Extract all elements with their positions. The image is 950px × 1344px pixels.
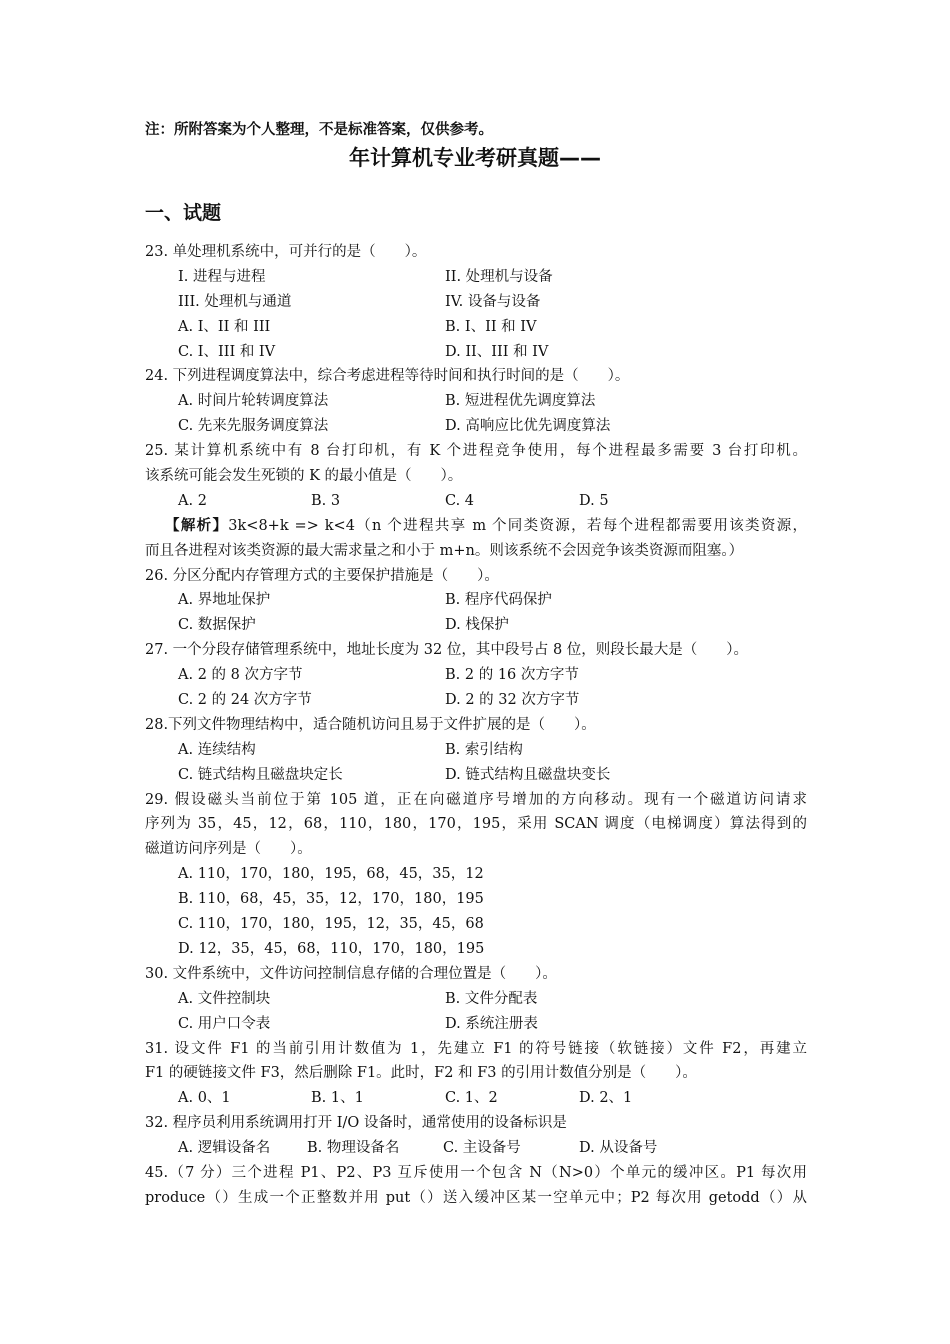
question-25-analysis-line2: 而且各进程对该类资源的最大需求量之和小于 m+n。则该系统不会因竞争该类资源而阻塞。）: [145, 542, 744, 559]
analysis-label: 【解析】: [165, 516, 229, 534]
option-a: A. 文件控制块: [178, 990, 271, 1007]
question-45-stem-line1: 45.（7 分）三个进程 P1、P2、P3 互斥使用一个包含 N（N>0）个单元的缓冲区。P1 每次用: [145, 1164, 807, 1181]
question-23-stem: 23. 单处理机系统中，可并行的是（ ）。: [145, 244, 427, 260]
item-iv: IV. 设备与设备: [445, 293, 541, 310]
question-29-option-c: C. 110，170，180，195，12，35，45，68: [178, 916, 484, 933]
question-28-options-row2: [145, 763, 807, 788]
question-29-option-a: A. 110，170，180，195，68，45，35，12: [178, 866, 484, 883]
question-25-stem-line1: 25. 某计算机系统中有 8 台打印机，有 K 个进程竞争使用，每个进程最多需要 3 台打印机。: [145, 443, 807, 460]
option-b: B. 物理设备名: [307, 1140, 400, 1157]
question-32-stem: 32. 程序员利用系统调用打开 I/O 设备时，通常使用的设备标识是: [145, 1115, 567, 1132]
option-a: A. 时间片轮转调度算法: [178, 393, 329, 410]
option-c: C. 数据保护: [178, 617, 256, 634]
option-d: D. 系统注册表: [445, 1015, 538, 1032]
question-30-stem: 30. 文件系统中，文件访问控制信息存储的合理位置是（ ）。: [145, 965, 557, 982]
question-26-options-row2: [145, 613, 807, 638]
question-24-stem: 24. 下列进程调度算法中，综合考虑进程等待时间和执行时间的是（ ）。: [145, 368, 630, 385]
option-b: B. 文件分配表: [445, 990, 538, 1007]
question-31-options: [145, 1086, 807, 1111]
question-29-stem-line2: 序列为 35，45，12，68，110，180，170，195，采用 SCAN 调度（电梯调度）算法得到的: [145, 816, 807, 833]
question-29-option-b: B. 110，68，45，35，12，170，180，195: [178, 891, 484, 908]
question-24-options-row1: [145, 389, 807, 414]
question-29-option-d: D. 12，35，45，68，110，170，180，195: [178, 940, 485, 957]
question-23-options-row2: [145, 340, 807, 365]
question-32-options: [145, 1136, 807, 1161]
option-d: D. 2、1: [579, 1090, 633, 1107]
option-d: D. 从设备号: [579, 1140, 658, 1157]
question-28-options-row1: [145, 738, 807, 763]
item-i: I. 进程与进程: [178, 268, 266, 285]
question-28-stem: 28.下列文件物理结构中，适合随机访问且易于文件扩展的是（ ）。: [145, 716, 596, 733]
section-heading: 一、试题: [145, 202, 222, 224]
question-27-options-row2: [145, 688, 807, 713]
question-23-items-row2: [145, 290, 807, 315]
question-25-analysis-line1: [145, 514, 807, 539]
option-b: B. 1、1: [311, 1090, 364, 1107]
option-d: D. 链式结构且磁盘块变长: [445, 766, 611, 783]
option-b: B. 短进程优先调度算法: [445, 393, 596, 410]
analysis-text: 3k<8+k => k<4（n 个进程共享 m 个同类资源，若每个进程都需要用该类资源，: [228, 517, 807, 534]
question-31-stem-line2: F1 的硬链接文件 F3，然后删除 F1。此时，F2 和 F3 的引用计数值分别是（ ）。: [145, 1065, 697, 1082]
option-a: A. I、II 和 III: [178, 318, 271, 335]
option-c: C. 1、2: [445, 1090, 498, 1107]
question-27-options-row1: [145, 663, 807, 688]
question-30-options-row1: [145, 987, 807, 1012]
option-d: D. II、III 和 IV: [445, 343, 549, 360]
question-25-options: [145, 489, 807, 514]
disclaimer-note: 注：所附答案为个人整理，不是标准答案，仅供参考。: [145, 122, 493, 138]
option-c: C. 用户口令表: [178, 1015, 271, 1032]
question-list: [145, 240, 807, 1211]
page-title: 年计算机专业考研真题——: [349, 146, 601, 170]
option-b: B. 索引结构: [445, 741, 523, 758]
option-c: C. 4: [445, 492, 475, 509]
option-b: B. I、II 和 IV: [445, 318, 537, 335]
option-c: C. I、III 和 IV: [178, 343, 276, 360]
item-ii: II. 处理机与设备: [445, 268, 553, 285]
option-b: B. 3: [311, 492, 341, 509]
option-d: D. 高响应比优先调度算法: [445, 418, 611, 435]
question-45-stem-line2: produce（）生成一个正整数并用 put（）送入缓冲区某一空单元中；P2 每次用 getodd（）从: [145, 1189, 807, 1206]
option-d: D. 2 的 32 次方字节: [445, 692, 580, 709]
option-a: A. 0、1: [178, 1090, 231, 1107]
question-24-options-row2: [145, 414, 807, 439]
question-29-stem-line1: 29. 假设磁头当前位于第 105 道，正在向磁道序号增加的方向移动。现有一个磁道访问请求: [145, 791, 807, 808]
option-c: C. 主设备号: [443, 1140, 521, 1157]
question-31-stem-line1: 31. 设文件 F1 的当前引用计数值为 1，先建立 F1 的符号链接（软链接）文件 F2，再建立: [145, 1040, 807, 1057]
option-a: A. 2 的 8 次方字节: [178, 667, 303, 684]
question-23-items-row1: [145, 265, 807, 290]
question-27-stem: 27. 一个分段存储管理系统中，地址长度为 32 位，其中段号占 8 位，则段长最大是（ ）。: [145, 642, 749, 659]
option-c: C. 先来先服务调度算法: [178, 418, 329, 435]
option-a: A. 逻辑设备名: [178, 1140, 271, 1157]
option-c: C. 链式结构且磁盘块定长: [178, 766, 343, 783]
option-d: D. 5: [579, 492, 609, 509]
question-26-options-row1: [145, 588, 807, 613]
option-d: D. 栈保护: [445, 617, 509, 634]
question-25-stem-line2: 该系统可能会发生死锁的 K 的最小值是（ ）。: [145, 468, 463, 485]
option-a: A. 连续结构: [178, 741, 256, 758]
option-a: A. 界地址保护: [178, 592, 271, 609]
option-c: C. 2 的 24 次方字节: [178, 692, 312, 709]
option-a: A. 2: [178, 492, 207, 509]
question-23-options-row1: [145, 315, 807, 340]
item-iii: III. 处理机与通道: [178, 293, 292, 310]
question-30-options-row2: [145, 1012, 807, 1037]
question-29-stem-line3: 磁道访问序列是（ ）。: [145, 841, 312, 858]
option-b: B. 程序代码保护: [445, 592, 552, 609]
question-26-stem: 26. 分区分配内存管理方式的主要保护措施是（ ）。: [145, 567, 499, 584]
option-b: B. 2 的 16 次方字节: [445, 667, 579, 684]
